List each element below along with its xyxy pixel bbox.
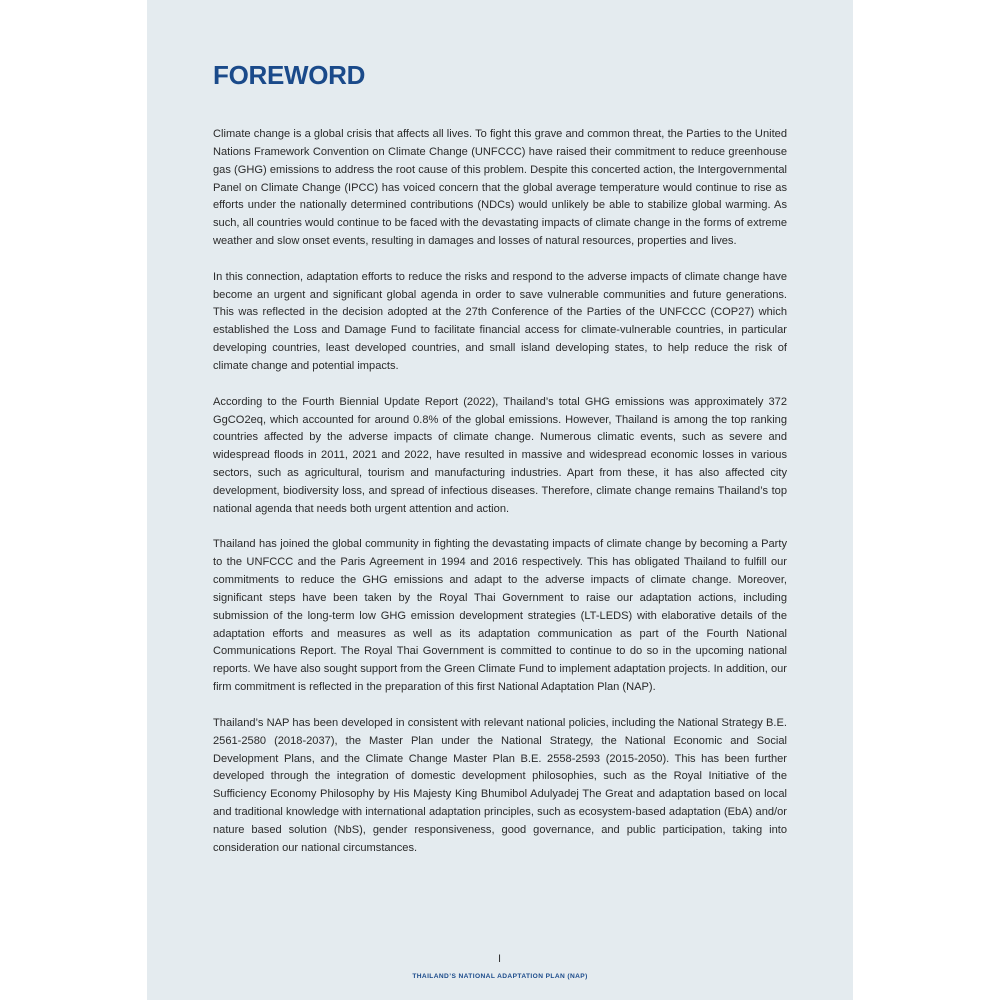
paragraph-4: Thailand has joined the global community in fighting the devastating impacts of climate change by becoming a Party to the UNFCCC and the Paris Agreement in 1994 and 2016 respectively. This has obligated Thailand to fulfill our commitments to reduce the GHG emissions and adapt to the adverse impacts of climate change. Moreover, significant steps have been taken by the Royal Thai Government to raise our adaptation actions, including submission of the long-term low GHG emission development strategies (LT-LEDS) with elaborative details of the adaptation efforts and measures as well as its adaptation communication as part of the Fourth National Communications Report. The Royal Thai Government is committed to continue to do so in the upcoming national reports. We have also sought support from the Green Climate Fund to implement adaptation projects. In addition, our firm commitment is reflected in the preparation of this first National Adaptation Plan (NAP). xyxy=(213,538,787,694)
body-text xyxy=(213,126,787,875)
running-footer: THAILAND’S NATIONAL ADAPTATION PLAN (NAP) xyxy=(412,973,588,980)
paragraph-1: Climate change is a global crisis that affects all lives. To fight this grave and common threat, the Parties to the United Nations Framework Convention on Climate Change (UNFCCC) have raised their commitment to reduce greenhouse gas (GHG) emissions to address the root cause of this problem. Despite this concerted action, the Intergovernmental Panel on Climate Change (IPCC) has voiced concern that the global average temperature would continue to rise as efforts under the nationally determined contributions (NDCs) would unlikely be able to stabilize global warming. As such, all countries would continue to be faced with the devastating impacts of climate change in the forms of extreme weather and slow onset events, resulting in damages and losses of natural resources, properties and lives. xyxy=(213,128,787,248)
document-page xyxy=(147,0,853,1000)
paragraph-5: Thailand’s NAP has been developed in consistent with relevant national policies, including the National Strategy B.E. 2561-2580 (2018-2037), the Master Plan under the National Strategy, the National Economic and Social Development Plans, and the Climate Change Master Plan B.E. 2558-2593 (2015-2050). This has been further developed through the integration of domestic development philosophies, such as the Royal Initiative of the Sufficiency Economy Philosophy by His Majesty King Bhumibol Adulyadej The Great and adaptation based on local and traditional knowledge with international adaptation principles, such as ecosystem-based adaptation (EbA) and/or nature based solution (NbS), gender responsiveness, good governance, and public participation, taking into consideration our national circumstances. xyxy=(213,716,787,854)
page-title: FOREWORD xyxy=(213,60,366,90)
paragraph-2: In this connection, adaptation efforts to reduce the risks and respond to the adverse impacts of climate change have become an urgent and significant global agenda in order to save vulnerable communities and future generations. This was reflected in the decision adopted at the 27th Conference of the Parties of the UNFCCC (COP27) which established the Loss and Damage Fund to facilitate financial access for climate-vulnerable countries, in particular developing countries, least developed countries, and small island developing states, to help reduce the risk of climate change and potential impacts. xyxy=(213,270,787,372)
page-number: I xyxy=(498,953,502,965)
paragraph-3: According to the Fourth Biennial Update Report (2022), Thailand’s total GHG emissions was approximately 372 GgCO2eq, which accounted for around 0.8% of the global emissions. However, Thailand is among the top ranking countries affected by the adverse impacts of climate change. Numerous climatic events, such as severe and widespread floods in 2011, 2021 and 2022, have resulted in massive and widespread economic losses in various sectors, such as agricultural, tourism and manufacturing industries. Apart from these, it has also affected city development, biodiversity loss, and spread of infectious diseases. Therefore, climate change remains Thailand’s top national agenda that needs both urgent attention and action. xyxy=(213,395,787,515)
